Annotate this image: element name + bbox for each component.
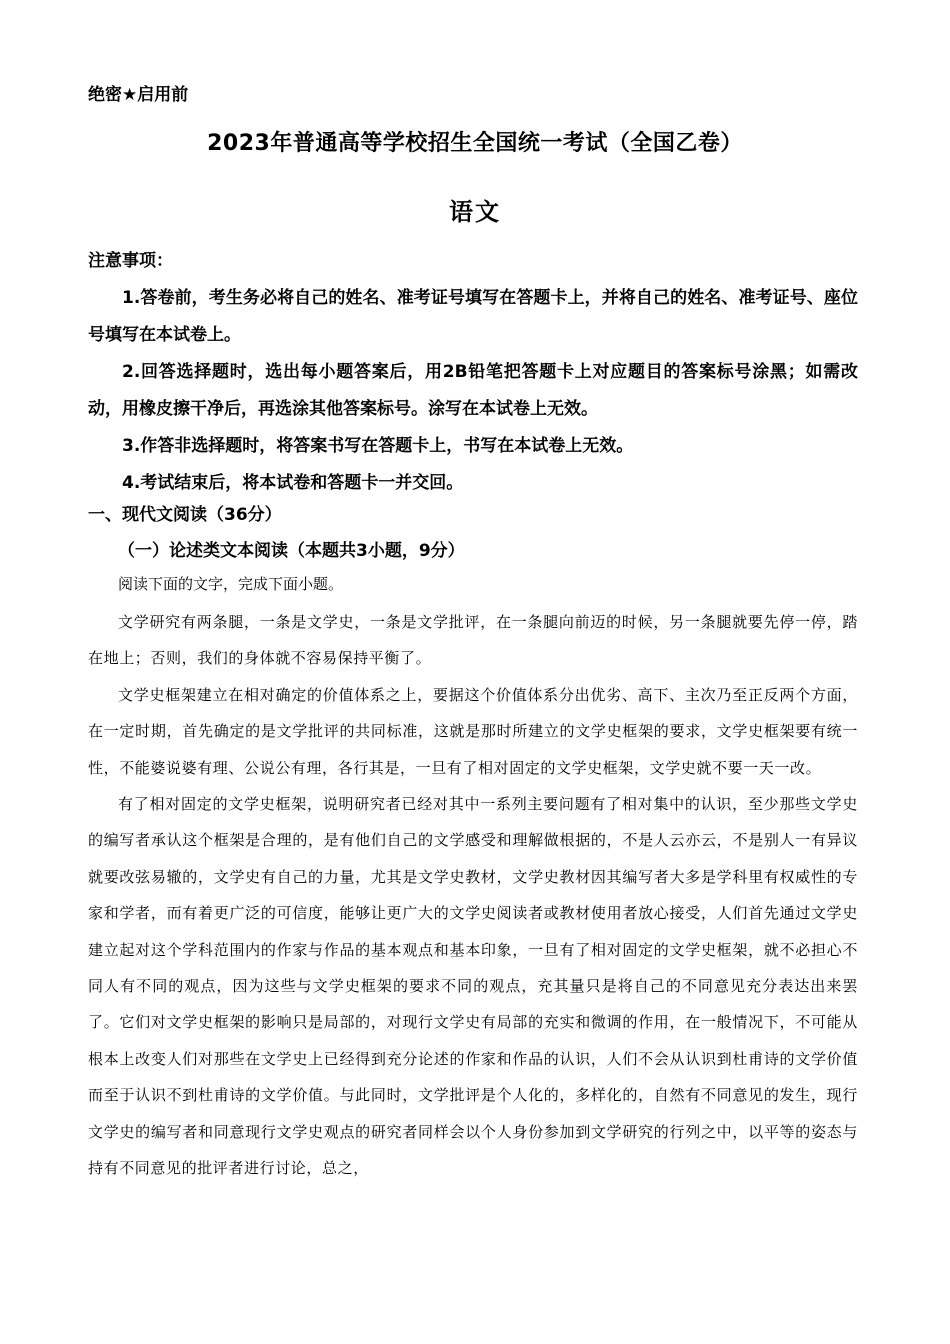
notes-heading: 注意事项：: [88, 251, 173, 271]
reading-passage: [88, 604, 858, 1187]
reading-instruction: 阅读下面的文字，完成下面小题。: [118, 575, 344, 593]
passage-paragraph: 文学研究有两条腿，一条是文学史，一条是文学批评，在一条腿向前迈的时候，另一条腿就要先停一停，踏在地上；否则，我们的身体就不容易保持平衡了。: [88, 613, 858, 668]
note-item: 4.考试结束后，将本试卷和答题卡一并交回。: [122, 473, 464, 493]
confidential-label: 绝密★启用前: [88, 85, 189, 105]
passage-paragraph: 文学史框架建立在相对确定的价值体系之上，要据这个价值体系分出优劣、高下、主次乃至正反两个方面，在一定时期，首先确定的是文学批评的共同标准，这就是那时所建立的文学史框架的要求，文学史框架要有统一性，不能婆说婆有理、公说公有理，各行其是，一旦有了相对固定的文学史框架，文学史就不要一天一改。: [88, 685, 858, 777]
subsection-title: （一）论述类文本阅读（本题共3小题，9分）: [118, 541, 465, 561]
passage-paragraph: 有了相对固定的文学史框架，说明研究者已经对其中一系列主要问题有了相对集中的认识，至少那些文学史的编写者承认这个框架是合理的，是有他们自己的文学感受和理解做根据的，不是人云亦云，不是别人一有异议就要改弦易辙的，文学史有自己的力量，尤其是文学史教材，文学史教材因其编写者大多是学科里有权威性的专家和学者，而有着更广泛的可信度，能够让更广大的文学史阅读者或教材使用者放心接受，人们首先通过文学史建立起对这个学科范围内的作家与作品的基本观点和基本印象，一旦有了相对固定的文学史框架，就不必担心不同人有不同的观点，因为这些与文学史框架的要求不同的观点，充其量只是将自己的不同意见充分表达出来罢了。它们对文学史框架的影响只是局部的，对现行文学史有局部的充实和微调的作用，在一般情况下，不可能从根本上改变人们对那些在文学史上已经得到充分论述的作家和作品的认识，人们不会从认识到杜甫诗的文学价值而至于认识不到杜甫诗的文学价值。与此同时，文学批评是个人化的，多样化的，自然有不同意见的发生，现行文学史的编写者和同意现行文学史观点的研究者同样会以个人身份参加到文学研究的行列之中，以平等的姿态与持有不同意见的批评者进行讨论，总之，: [88, 795, 858, 1178]
note-item: 1.答卷前，考生务必将自己的姓名、准考证号填写在答题卡上，并将自己的姓名、准考证号、座位号填写在本试卷上。: [88, 288, 858, 345]
notes-list: [88, 280, 858, 502]
exam-title: 2023年普通高等学校招生全国统一考试（全国乙卷）: [207, 131, 743, 156]
subject-title: 语文: [449, 198, 501, 226]
note-item: 2.回答选择题时，选出每小题答案后，用2B铅笔把答题卡上对应题目的答案标号涂黑；如需改动，用橡皮擦干净后，再选涂其他答案标号。涂写在本试卷上无效。: [88, 362, 858, 419]
section-title: 一、现代文阅读（36分）: [88, 505, 282, 525]
note-item: 3.作答非选择题时，将答案书写在答题卡上，书写在本试卷上无效。: [122, 436, 634, 456]
